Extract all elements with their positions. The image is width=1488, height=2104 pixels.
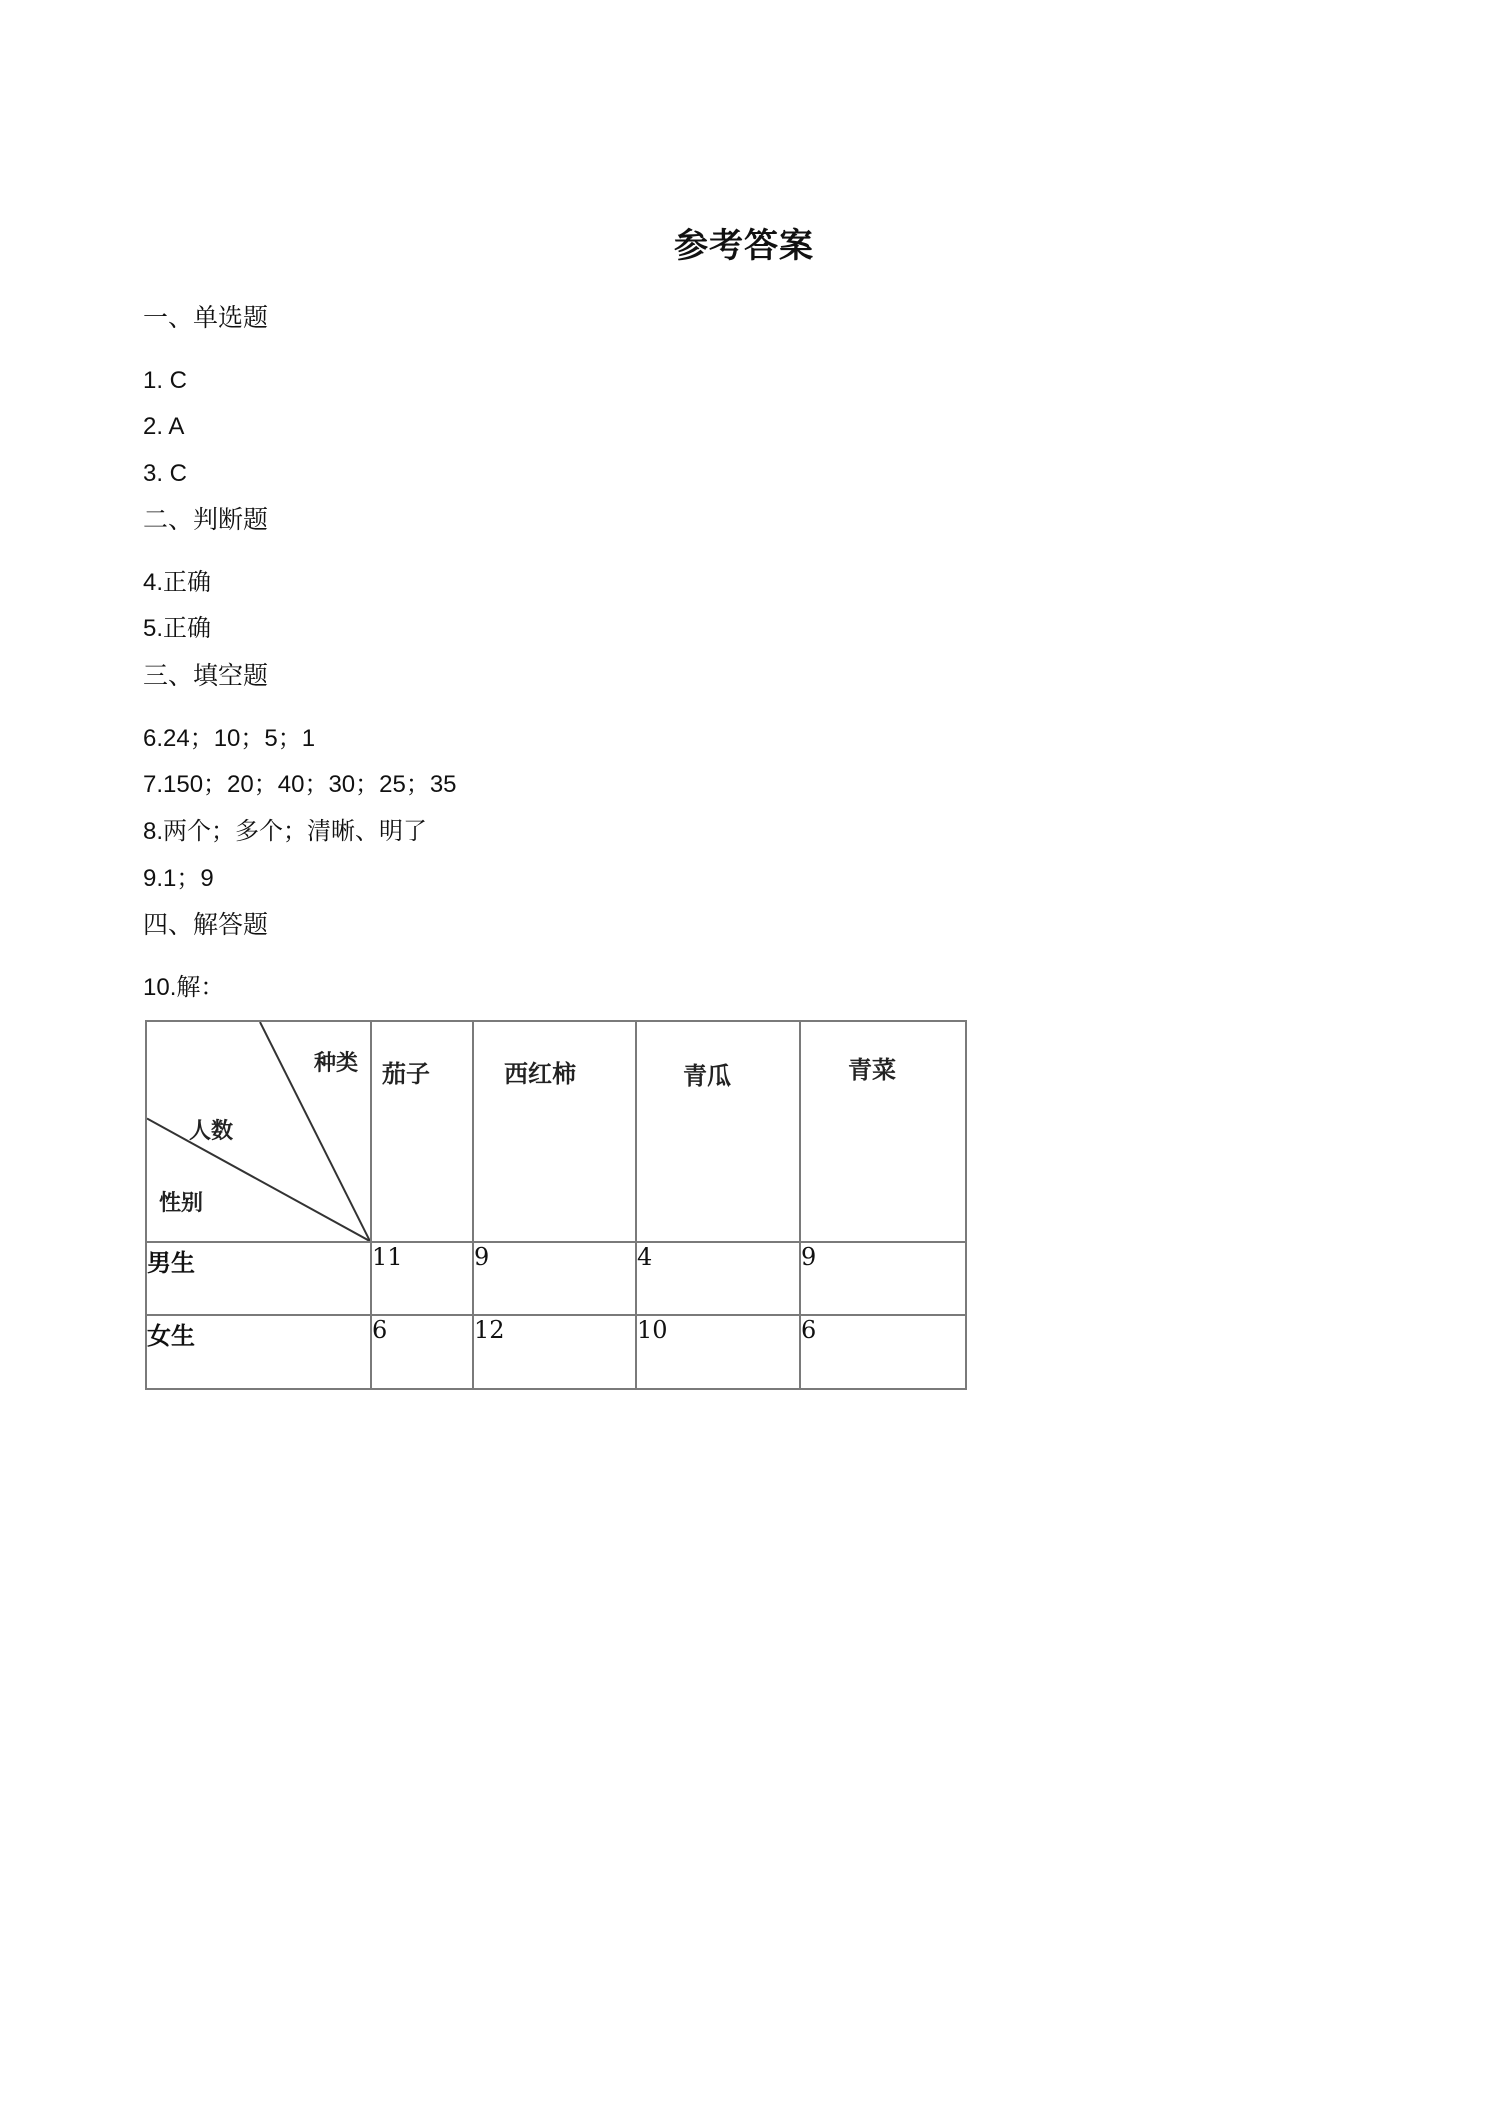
section-heading-true-false: 二、判断题	[143, 505, 269, 534]
table-cell: 10	[636, 1315, 800, 1389]
column-header: 青瓜	[636, 1021, 800, 1242]
answer-item: 9.1；9	[143, 865, 214, 892]
table-cell: 9	[800, 1242, 966, 1314]
column-header: 青菜	[800, 1021, 966, 1242]
table-header-row	[146, 1021, 966, 1242]
table-cell: 9	[473, 1242, 636, 1314]
answer-table-container	[145, 1020, 965, 1390]
section-heading-solution: 四、解答题	[143, 910, 269, 939]
answer-item: 1. C	[143, 367, 188, 394]
answer-item: 6.24；10；5；1	[143, 725, 316, 752]
row-label: 女生	[146, 1315, 371, 1389]
table-cell: 11	[371, 1242, 473, 1314]
column-header: 西红柿	[473, 1021, 636, 1242]
table-cell: 4	[636, 1242, 800, 1314]
table-cell: 12	[473, 1315, 636, 1389]
answer-item: 3. C	[143, 460, 188, 487]
corner-label-gender: 性别	[159, 1191, 204, 1216]
column-header: 茄子	[371, 1021, 473, 1242]
corner-label-category: 种类	[313, 1051, 358, 1076]
answer-table	[145, 1020, 967, 1390]
answer-item: 5.正确	[143, 615, 212, 642]
table-row	[146, 1315, 966, 1389]
answer-item: 10.解：	[143, 974, 225, 1001]
diagonal-header-cell	[146, 1021, 371, 1242]
page-title: 参考答案	[674, 226, 814, 266]
answer-item: 2. A	[143, 413, 185, 440]
table-row	[146, 1242, 966, 1314]
answer-item: 7.150；20；40；30；25；35	[143, 771, 457, 798]
table-cell: 6	[371, 1315, 473, 1389]
section-heading-single-choice: 一、单选题	[143, 303, 269, 332]
table-cell: 6	[800, 1315, 966, 1389]
answer-item: 4.正确	[143, 569, 212, 596]
corner-label-count: 人数	[189, 1119, 234, 1144]
section-heading-fill-blank: 三、填空题	[143, 661, 269, 690]
row-label: 男生	[146, 1242, 371, 1314]
answer-item: 8.两个；多个；清晰、明了	[143, 818, 428, 845]
